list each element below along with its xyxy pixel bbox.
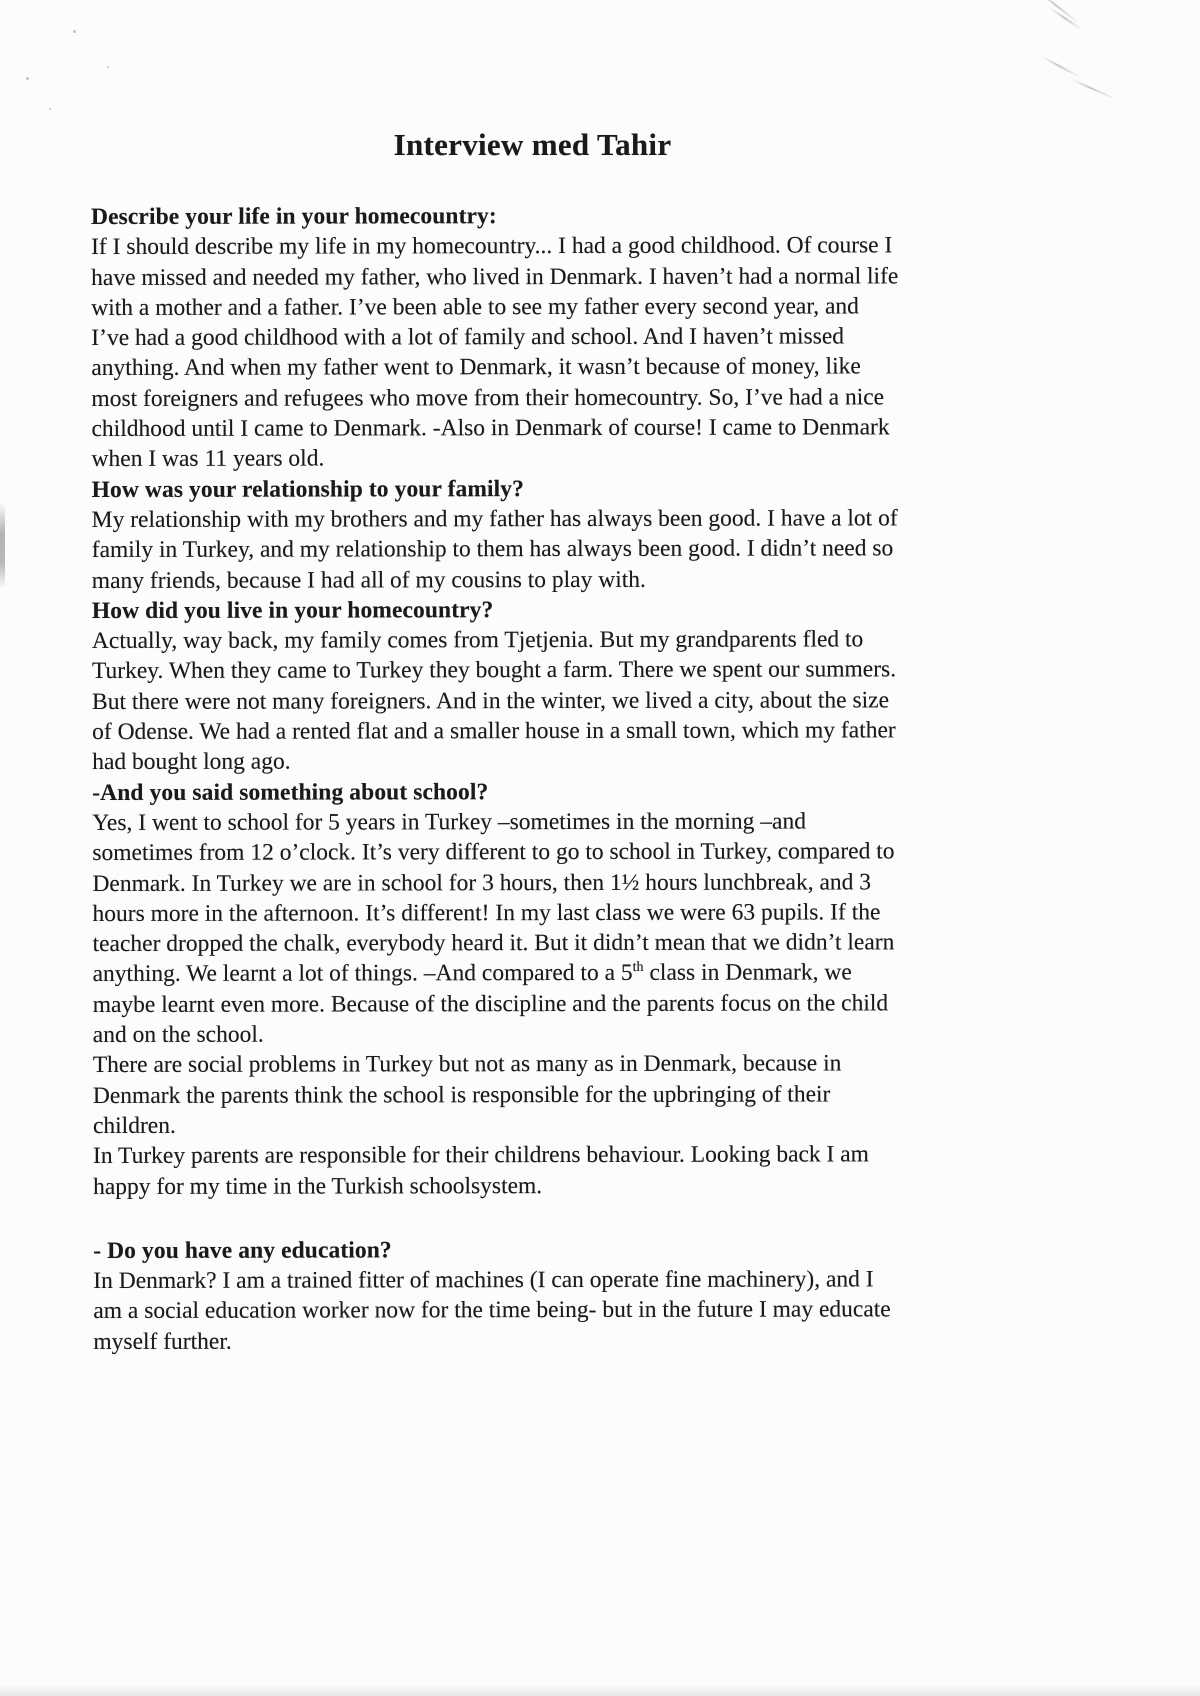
scan-speck — [49, 108, 51, 110]
text-line: Denmark the parents think the school is responsible for the upbringing of their — [92, 1081, 831, 1109]
paragraph — [92, 806, 983, 1050]
text-line: If I should describe my life in my homecountry... I had a good childhood. Of course I — [91, 232, 893, 261]
text-line: myself further. — [93, 1328, 232, 1355]
text-line: of Odense. We had a rented flat and a smaller house in a small town, which my father — [92, 717, 896, 746]
text-line: anything. And when my father went to Denmark, it wasn’t because of money, like — [91, 353, 861, 382]
text-line: children. — [92, 1112, 176, 1139]
section-heading: Describe your life in your homecountry: — [91, 203, 497, 230]
text-line: Yes, I went to school for 5 years in Turkey –sometimes in the morning –and — [92, 808, 806, 836]
text-line: with a mother and a father. I’ve been able to see my father every second year, and — [91, 293, 859, 321]
paragraph — [93, 1048, 983, 1141]
scan-speck — [107, 66, 109, 68]
document-body — [91, 200, 983, 1357]
text-line: sometimes from 12 o’clock. It’s very different to go to school in Turkey, compared to — [92, 838, 895, 867]
text-line: I’ve had a good childhood with a lot of family and school. And I haven’t missed — [91, 323, 845, 352]
scan-scratch-icon — [1040, 55, 1082, 78]
text-line: when I was 11 years old. — [91, 445, 325, 473]
paragraph — [93, 1264, 983, 1357]
paragraph — [92, 624, 982, 777]
scan-speck — [26, 77, 29, 80]
paragraph — [92, 503, 982, 596]
paragraph — [93, 1139, 983, 1201]
text-line: had bought long ago. — [92, 748, 291, 776]
text-line: most foreigners and refugees who move from their homecountry. So, I’ve had a nice — [91, 384, 885, 412]
section-heading: -And you said something about school? — [92, 778, 489, 806]
text-line: have missed and needed my father, who lived in Denmark. I haven’t had a normal life — [91, 262, 899, 291]
text-line: family in Turkey, and my relationship to them has always been good. I didn’t need so — [91, 535, 894, 564]
text-line: My relationship with my brothers and my father has always been good. I have a lot of — [91, 505, 898, 533]
text-line: Turkey. When they came to Turkey they bought a farm. There we spent our summers. — [91, 656, 897, 685]
paragraph — [91, 230, 982, 474]
text-segment: anything. We learnt a lot of things. –And compared to a 5 — [92, 960, 633, 988]
text-line: happy for my time in the Turkish schoolsystem. — [93, 1172, 543, 1200]
text-line: many friends, because I had all of my cousins to play with. — [91, 566, 646, 594]
text-line: There are social problems in Turkey but not as many as in Denmark, because in — [92, 1050, 842, 1079]
document-title: Interview med Tahir — [393, 127, 672, 162]
text-line: But there were not many foreigners. And in the winter, we lived a city, about the size — [92, 687, 890, 715]
text-line: Actually, way back, my family comes from Tjetjenia. But my grandparents fled to — [91, 626, 864, 655]
scan-edge-mark — [0, 503, 5, 589]
scan-speck — [73, 30, 76, 33]
text-line — [93, 958, 983, 990]
text-line: In Turkey parents are responsible for their childrens behaviour. Looking back I am — [92, 1141, 869, 1170]
scan-scratch-icon — [1049, 7, 1083, 31]
text-line: Denmark. In Turkey we are in school for 3 hours, then 1½ hours lunchbreak, and 3 — [92, 868, 872, 897]
text-line: hours more in the afternoon. It’s different! In my last class we were 63 pupils. If the — [92, 899, 881, 927]
section-heading: How was your relationship to your family? — [91, 475, 524, 503]
section-heading: - Do you have any education? — [93, 1237, 392, 1264]
text-line: childhood until I came to Denmark. -Also in Denmark of course! I came to Denmark — [91, 414, 890, 443]
scan-scratch-icon — [1037, 0, 1079, 24]
superscript-text: th — [632, 959, 644, 976]
scan-scratch-icon — [1070, 78, 1116, 100]
text-line: and on the school. — [92, 1021, 264, 1049]
text-line: teacher dropped the chalk, everybody heard it. But it didn’t mean that we didn’t learn — [92, 929, 895, 958]
scan-bottom-shadow — [0, 1684, 1200, 1696]
text-line: In Denmark? I am a trained fitter of machines (I can operate fine machinery), and I — [93, 1266, 874, 1295]
text-segment: class in Denmark, we — [643, 959, 852, 987]
text-line: maybe learnt even more. Because of the discipline and the parents focus on the child — [92, 990, 889, 1018]
text-line: am a social education worker now for the time being- but in the future I may educate — [93, 1296, 891, 1325]
section-heading: How did you live in your homecountry? — [91, 597, 494, 624]
